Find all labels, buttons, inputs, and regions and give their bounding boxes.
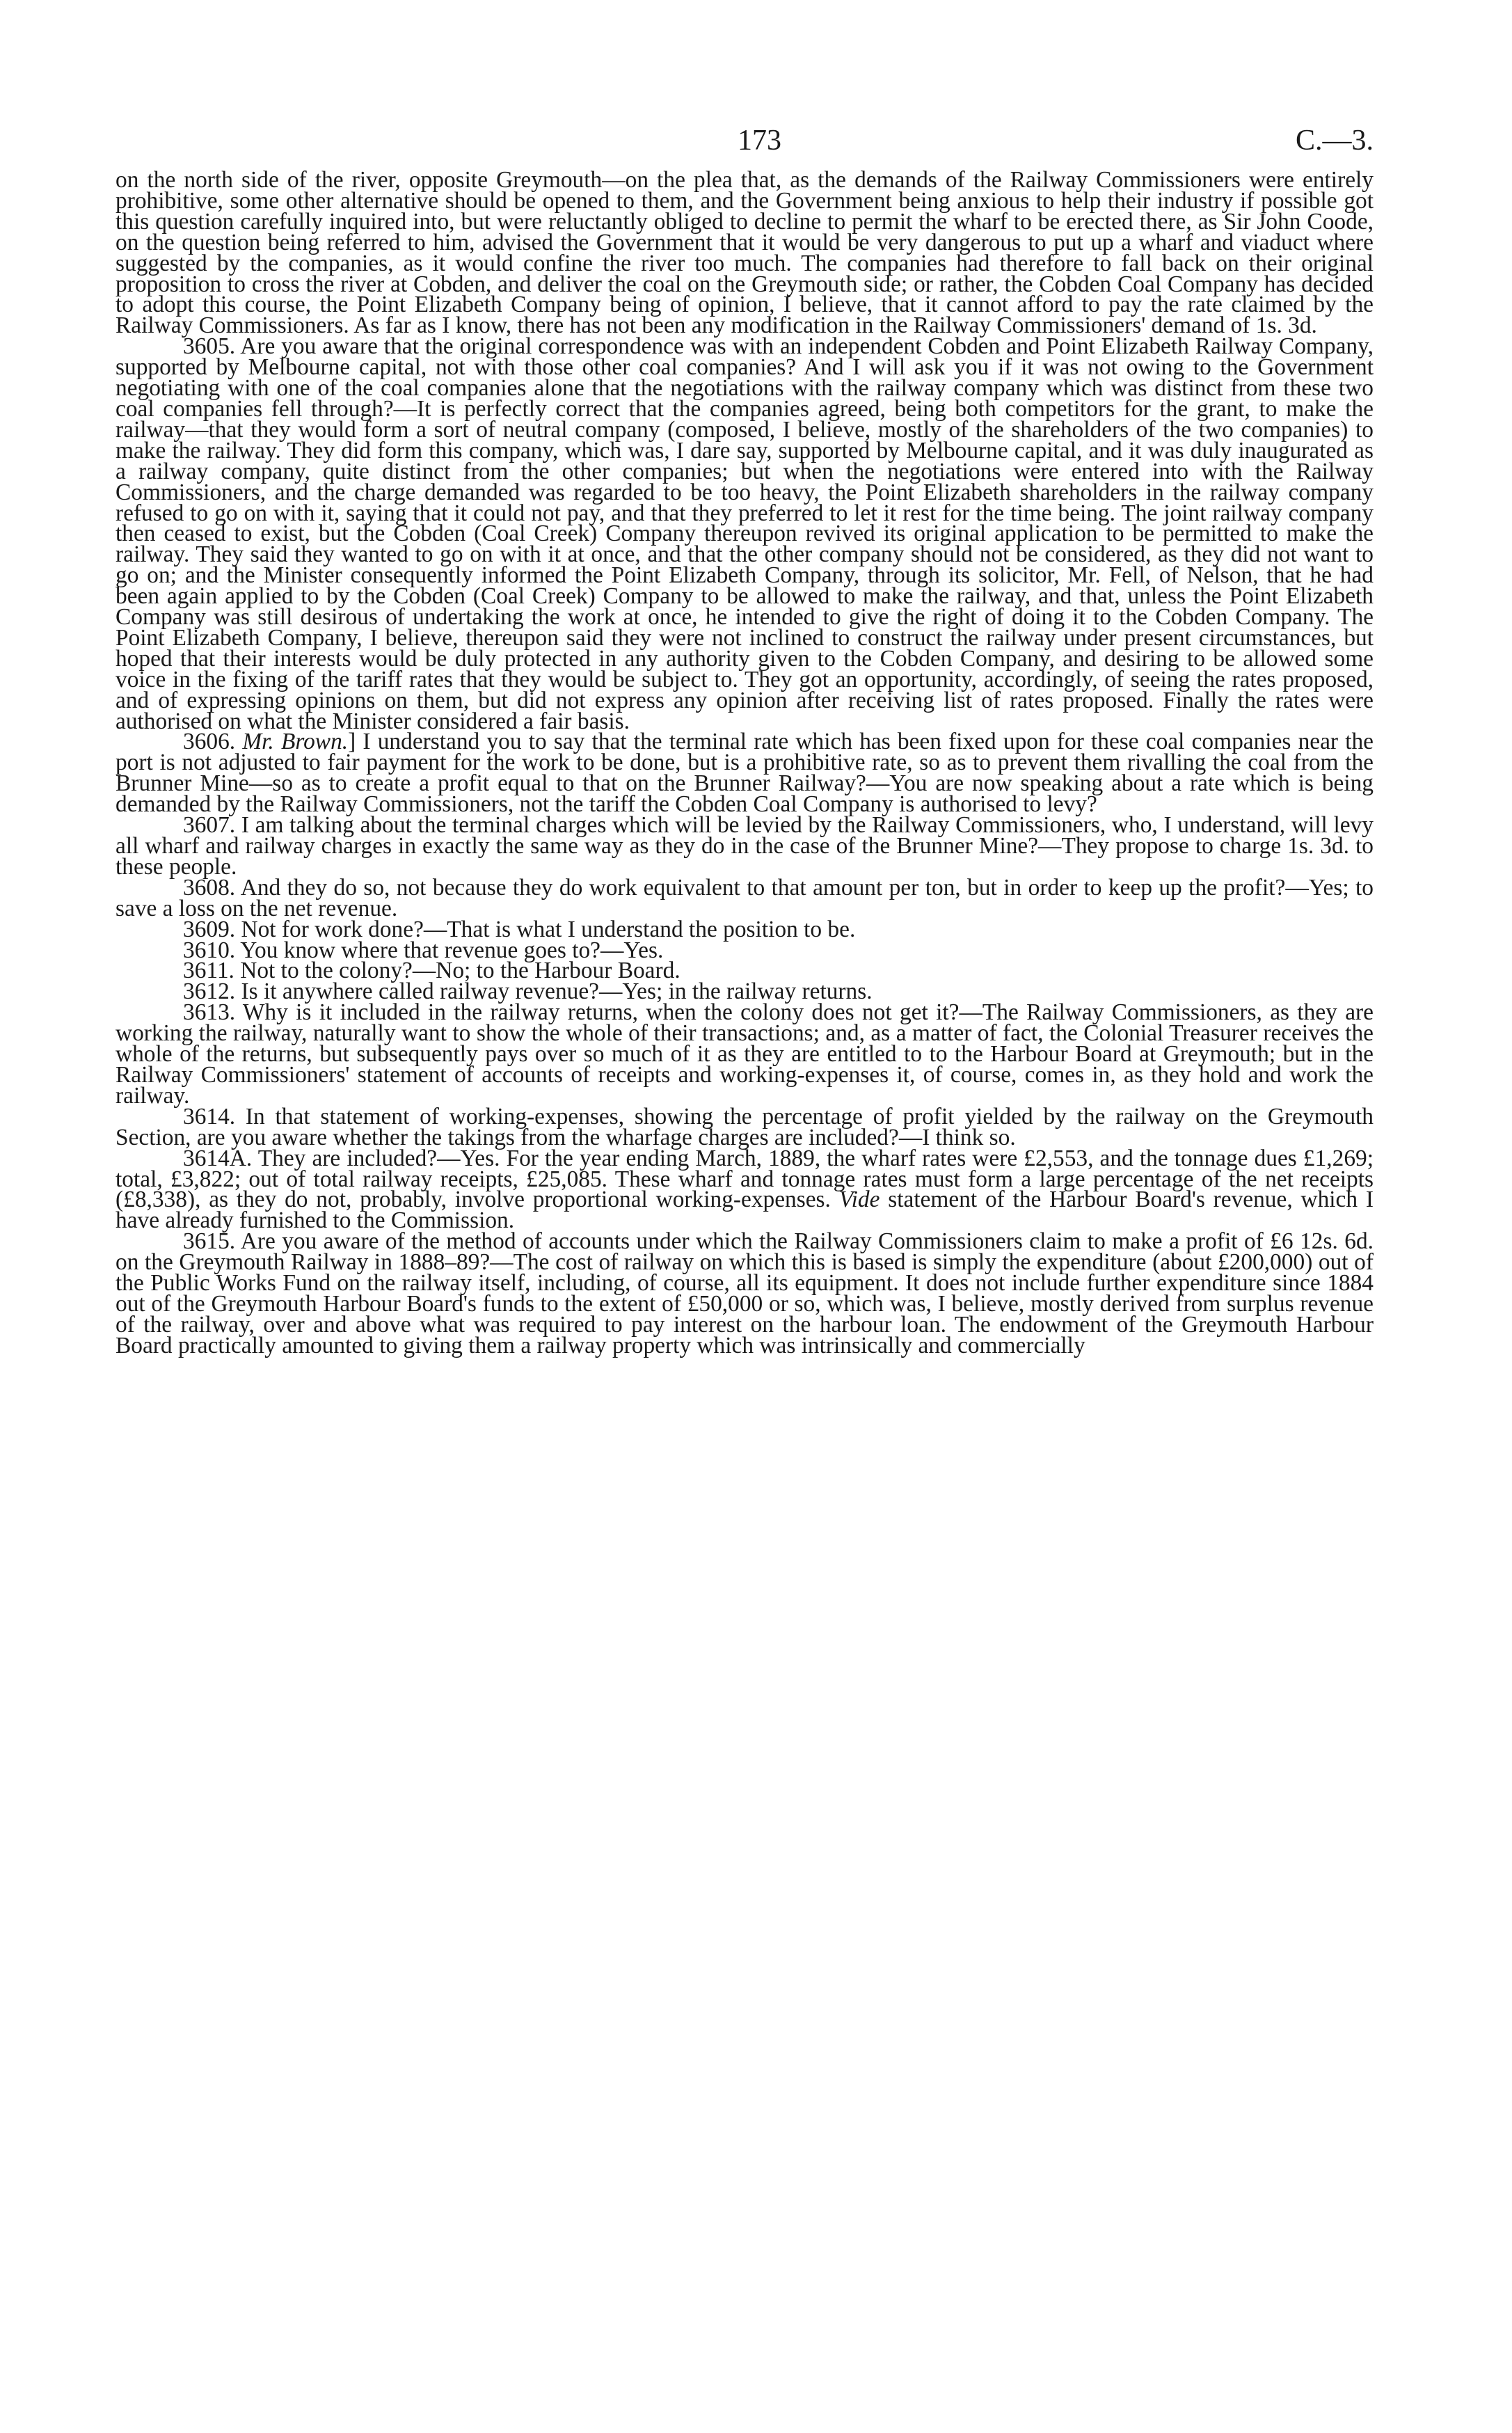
paragraph-3614a-text: 3614A. They are included?—Yes. For the year ending March, 1889, the wharf rates were £2,553, and the tonnage dues £1,269; total, £3,822; out of total railway receipts, £25,085. These wharf and tonnage rates must form a large percentage of the net receipts (£8,338), as they do not, probably, involve proportional working-expenses. (116, 1145, 1374, 1213)
paragraph-3610: 3610. You know where that revenue goes to?—Yes. (183, 937, 664, 963)
paragraph-3612: 3612. Is it anywhere called railway revenue?—Yes; in the railway returns. (183, 978, 873, 1005)
body-text (116, 167, 1374, 1358)
paragraph-3607: 3607. I am talking about the terminal charges which will be levied by the Railway Commissioners, who, I understand, will levy all wharf and railway charges in exactly the same way as they do in the case of the Brunner Mine?—They propose to charge 1s. 3d. to these people. (116, 812, 1374, 880)
vide-italic: Vide (838, 1187, 880, 1213)
paragraph-3606-text: ] I understand you to say that the terminal rate which has been fixed upon for these coal companies near the port is not adjusted to fair payment for the work to be done, but is a prohibitive rate, so as to prevent them rivalling the coal from the Brunner Mine—so as to create a profit equal to that on the Brunner Railway?—You are now speaking about a rate which is being demanded by the Railway Commissioners, not the tariff the Cobden Coal Company is authorised to levy? (116, 729, 1374, 818)
paragraph-3605: 3605. Are you aware that the original correspondence was with an independent Cobden and Point Elizabeth Railway Company, supported by Melbourne capital, not with those other coal companies? And I will ask you if it was not owing to the Government negotiating with one of the coal companies alone that the negotiations with the railway company which was distinct from these two coal companies fell through?—It is perfectly correct that the companies agreed, being both competitors for the grant, to make the railway—that they would form a sort of neutral company (composed, I believe, mostly of the shareholders of the two companies) to make the railway. They did form this company, which was, I dare say, supported by Melbourne capital, and it was duly inaugurated as a railway company, quite distinct from the other companies; but when the negotiations were entered into with the Railway Commissioners, and the charge demanded was regarded to be too heavy, the Point Elizabeth shareholders in the railway company refused to go on with it, saying that it could not pay, and that they preferred to let it rest for the time being. The joint railway company then ceased to exist, but the Cobden (Coal Creek) Company thereupon revived its original application to be permitted to make the railway. They said they wanted to go on with it at once, and that the other company should not be considered, as they did not want to go on; and the Minister consequently informed the Point Elizabeth Company, through its solicitor, Mr. Fell, of Nelson, that he had been again applied to by the Cobden (Coal Creek) Company to be allowed to make the railway, and that, unless the Point Elizabeth Company was still desirous of undertaking the work at once, he intended to give the right of doing it to the Cobden Company. The Point Elizabeth Company, I believe, thereupon said they were not inclined to construct the railway under present circumstances, but hoped that their interests would be duly protected in any authority given to the Cobden Company, and desiring to be allowed some voice in the fixing of the tariff rates that they would be subject to. They got an opportunity, accordingly, of seeing the rates proposed, and of expressing opinions on them, but did not express any opinion after receiving list of rates proposed. Finally the rates were authorised on what the Minister considered a fair basis. (116, 333, 1374, 734)
page-header (116, 111, 1374, 170)
paragraph-3611: 3611. Not to the colony?—No; to the Harbour Board. (183, 958, 681, 984)
paragraph-3614: 3614. In that statement of working-expenses, showing the percentage of profit yielded by the railway on the Greymouth Section, are you aware whether the takings from the wharfage charges are included?—I think so. (116, 1103, 1374, 1150)
paragraph-3614a-suffix: statement of the Harbour Board's revenue, which I have already furnished to the Commission. (116, 1187, 1374, 1234)
paragraph-3606 (116, 729, 1374, 818)
paragraph-3609: 3609. Not for work done?—That is what I understand the position to be. (183, 916, 856, 942)
paragraph-3614a (116, 1145, 1374, 1234)
speaker-name: Mr. Brown. (242, 729, 349, 755)
document-reference: C.—3. (1295, 125, 1374, 157)
paragraph-3608: 3608. And they do so, not because they do work equivalent to that amount per ton, but in order to keep up the profit?—Yes; to save a loss on the net revenue. (116, 874, 1374, 921)
document-page (116, 111, 1374, 1356)
paragraph-3615: 3615. Are you aware of the method of accounts under which the Railway Commissioners claim to make a profit of £6 12s. 6d. on the Greymouth Railway in 1888–89?—The cost of railway on which this is based is simply the expenditure (about £200,000) out of the Public Works Fund on the railway itself, including, of course, all its equipment. It does not include further expenditure since 1884 out of the Greymouth Harbour Board's funds to the extent of £50,000 or so, which was, I believe, mostly derived from surplus revenue of the railway, over and above what was required to pay interest on the harbour loan. The endowment of the Greymouth Harbour Board practically amounted to giving them a railway property which was intrinsically and commercially (116, 1228, 1374, 1358)
paragraph-3613: 3613. Why is it included in the railway returns, when the colony does not get it?—The Railway Commissioners, as they are working the railway, naturally want to show the whole of their transactions; and, as a matter of fact, the Colonial Treasurer receives the whole of the returns, but subsequently pays over so much of it as they are entitled to to the Harbour Board at Greymouth; but in the Railway Commissioners' statement of accounts of receipts and working-expenses it, of course, comes in, as they hold and work the railway. (116, 999, 1374, 1109)
page-number: 173 (738, 125, 781, 157)
paragraph-continuation: on the north side of the river, opposite Greymouth—on the plea that, as the demands of the Railway Commissioners were entirely prohibitive, some other alternative should be opened to them, and the Government being anxious to help their industry if possible got this question carefully inquired into, but were reluctantly obliged to decline to permit the wharf to be erected there, as Sir John Coode, on the question being referred to him, advised the Government that it would be very dangerous to put up a wharf and viaduct where suggested by the companies, as it would confine the river too much. The companies had therefore to fall back on their original proposition to cross the river at Cobden, and deliver the coal on the Greymouth side; or rather, the Cobden Coal Company has decided to adopt this course, the Point Elizabeth Company being of opinion, I believe, that it cannot afford to pay the rate claimed by the Railway Commissioners. As far as I know, there has not been any modification in the Railway Commissioners' demand of 1s. 3d. (116, 167, 1374, 339)
question-number: 3606. (183, 729, 243, 755)
